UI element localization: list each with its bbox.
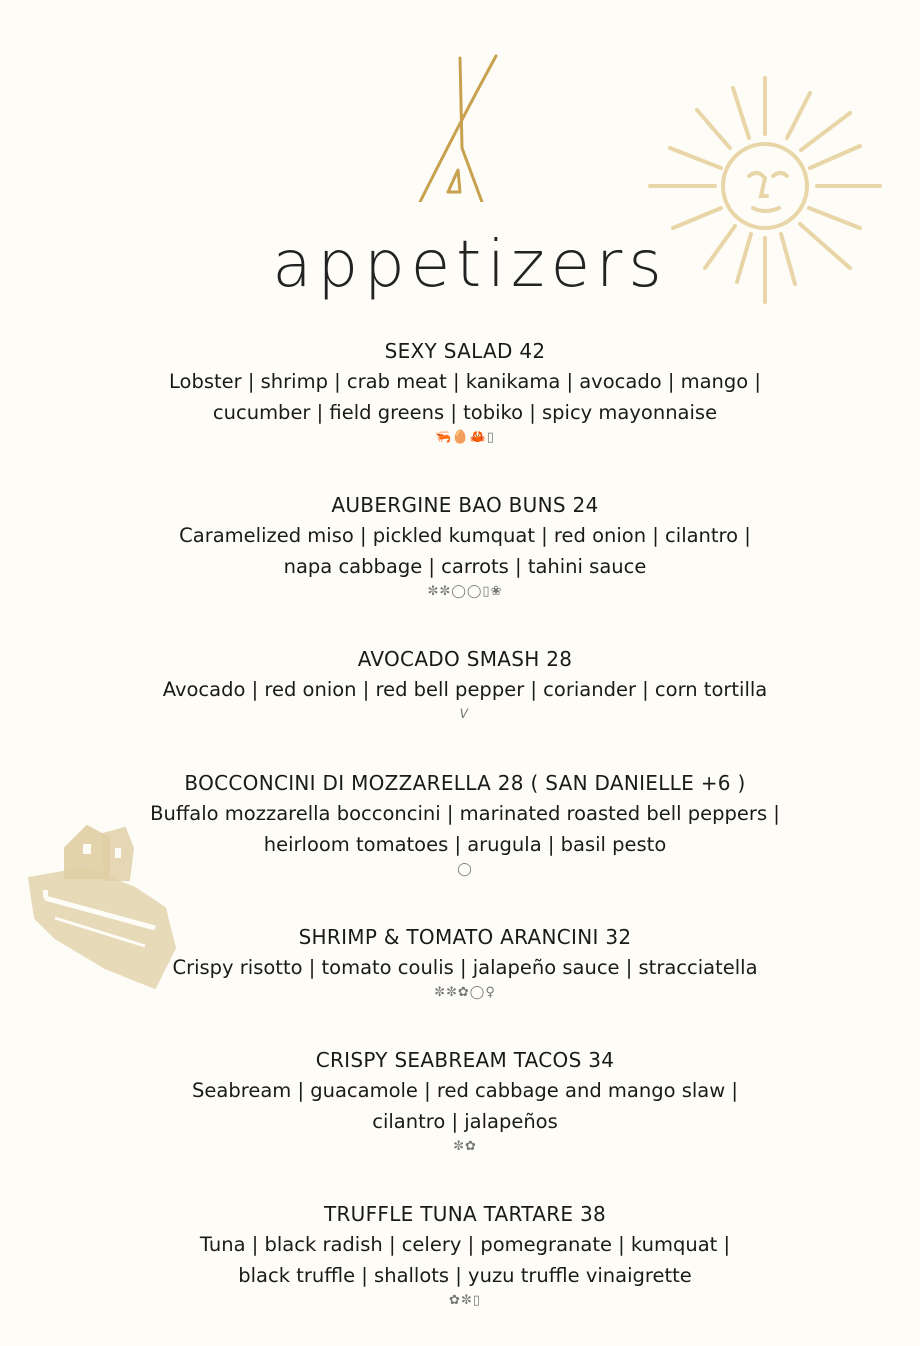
allergen-icons: ✼✼◯◯▯❀ [427, 584, 503, 599]
item-desc-line1: Buffalo mozzarella bocconcini | marinated roasted bell peppers | [150, 802, 780, 825]
allergen-icons: ◯ [457, 862, 473, 877]
allergen-icons: ✼✿ [453, 1139, 477, 1154]
allergen-icons: ✼✼✿◯♀ [434, 985, 496, 1000]
item-name: BOCCONCINI DI MOZZARELLA 28 ( SAN DANIELLE +6 ) [184, 771, 746, 795]
item-name: SHRIMP & TOMATO ARANCINI 32 [298, 925, 632, 949]
menu-item [60, 1199, 870, 1311]
brand-logo-icon [410, 52, 502, 202]
item-desc-line1: Avocado | red onion | red bell pepper | coriander | corn tortilla [162, 678, 768, 701]
item-desc-line1: Tuna | black radish | celery | pomegranate | kumquat | [199, 1233, 731, 1256]
item-desc-line1: Seabream | guacamole | red cabbage and mango slaw | [192, 1079, 738, 1102]
menu-item [60, 768, 870, 880]
menu-item [60, 922, 870, 1003]
item-desc-line1: Crispy risotto | tomato coulis | jalapeño sauce | stracciatella [172, 956, 758, 979]
menu-item [60, 490, 870, 602]
item-desc-line2: cucumber | field greens | tobiko | spicy mayonnaise [212, 401, 718, 424]
item-desc-line2: napa cabbage | carrots | tahini sauce [283, 555, 647, 578]
page-title: appetizers [272, 228, 668, 302]
item-name: CRISPY SEABREAM TACOS 34 [315, 1048, 615, 1072]
allergen-icons: 🦐🥚🦀▯ [435, 430, 495, 445]
menu-item [60, 644, 870, 725]
item-name: SEXY SALAD 42 [384, 339, 546, 363]
allergen-icons: 𝑉 [460, 707, 470, 722]
menu-item [60, 1045, 870, 1157]
item-name: AVOCADO SMASH 28 [357, 647, 573, 671]
item-desc-line1: Caramelized miso | pickled kumquat | red onion | cilantro | [179, 524, 751, 547]
item-desc-line2: cilantro | jalapeños [372, 1110, 558, 1133]
item-name: AUBERGINE BAO BUNS 24 [331, 493, 599, 517]
allergen-icons: ✿✼▯ [449, 1293, 481, 1308]
menu-item [60, 336, 870, 448]
item-name: TRUFFLE TUNA TARTARE 38 [323, 1202, 607, 1226]
item-desc-line1: Lobster | shrimp | crab meat | kanikama | avocado | mango | [169, 370, 761, 393]
item-desc-line2: heirloom tomatoes | arugula | basil pesto [263, 833, 667, 856]
item-desc-line2: black truffle | shallots | yuzu truffle vinaigrette [238, 1264, 692, 1287]
